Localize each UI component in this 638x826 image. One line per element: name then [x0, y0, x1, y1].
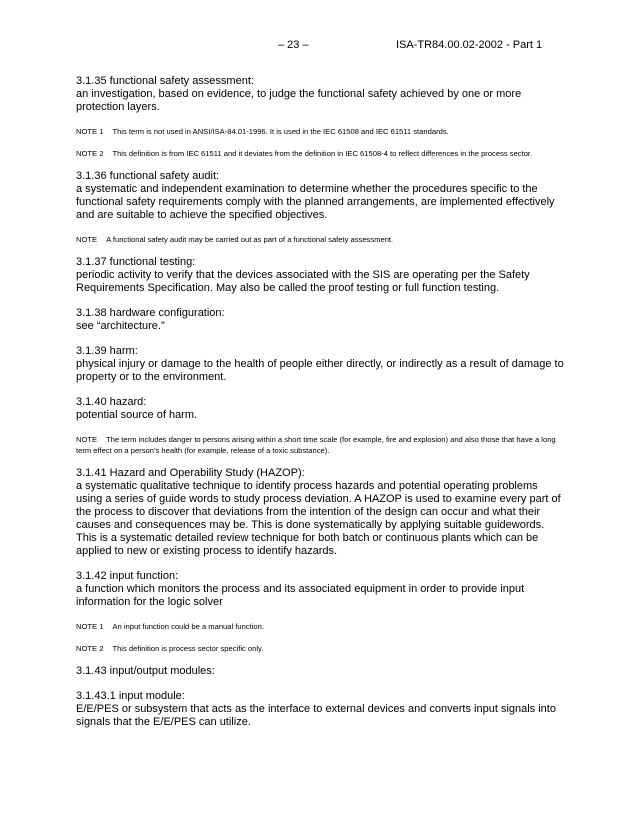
- term-heading: 3.1.43 input/output modules:: [76, 665, 215, 677]
- note-text: The term includes danger to persons arising within a short time scale (for example, fire and explosion) and also those that have a long term effect on a person’s health (for example, release of a toxic substance).: [76, 435, 556, 455]
- note: [76, 434, 564, 456]
- note-label: NOTE: [76, 435, 98, 444]
- note-label: NOTE 1: [76, 127, 104, 136]
- note-text: A functional safety audit may be carried out as part of a functional safety assessment.: [106, 235, 394, 244]
- note: [76, 234, 564, 245]
- entry-3-1-40: [76, 396, 564, 422]
- note-label: NOTE 2: [76, 149, 104, 158]
- term-definition: a systematic and independent examination to determine whether the procedures specific to the functional safety requirements comply with the planned arrangements, are implemented effectively and are suitable to achieve the specified objectives.: [76, 183, 555, 221]
- term-heading: 3.1.40 hazard:: [76, 396, 147, 408]
- term-heading: 3.1.38 hardware configuration:: [76, 307, 225, 319]
- entry-3-1-42: [76, 570, 564, 609]
- term-definition: periodic activity to verify that the devices associated with the SIS are operating per the Safety Requirements Specification. May also be called the proof testing or full function testing.: [76, 269, 530, 294]
- note-text: This definition is from IEC 61511 and it deviates from the definition in IEC 61508-4 to reflect differences in the process sector.: [112, 149, 533, 158]
- term-heading: 3.1.37 functional testing:: [76, 256, 196, 268]
- document-body: [76, 75, 564, 741]
- note-label: NOTE 1: [76, 622, 104, 631]
- entry-3-1-38: [76, 307, 564, 333]
- term-definition: an investigation, based on evidence, to judge the functional safety achieved by one or more protection layers.: [76, 88, 522, 113]
- term-definition: physical injury or damage to the health of people either directly, or indirectly as a result of damage to property or to the environment.: [76, 358, 564, 383]
- term-definition: potential source of harm.: [76, 409, 198, 421]
- term-heading: 3.1.36 functional safety audit:: [76, 170, 220, 182]
- entry-3-1-37: [76, 256, 564, 295]
- term-heading: 3.1.39 harm:: [76, 345, 138, 357]
- entry-3-1-36: [76, 170, 564, 222]
- term-definition: a systematic qualitative technique to identify process hazards and potential operating problems using a series of guide words to study process deviation. A HAZOP is used to examine every part of the process to discover that deviations from the intention of the design can occur and what their causes and consequences may be. This is done systematically by applying suitable guidewords. This is a systematic detailed review technique for both batch or continuous plants which can be applied to new or existing process to identify hazards.: [76, 480, 561, 557]
- note-text: This definition is process sector specific only.: [112, 644, 264, 653]
- entry-3-1-43-1: [76, 690, 564, 729]
- note: [76, 643, 564, 654]
- note: [76, 148, 564, 159]
- term-definition: E/E/PES or subsystem that acts as the interface to external devices and converts input signals into signals that the E/E/PES can utilize.: [76, 703, 556, 728]
- note: [76, 126, 564, 137]
- term-heading: 3.1.41 Hazard and Operability Study (HAZOP):: [76, 467, 305, 479]
- term-definition: see “architecture.”: [76, 320, 165, 332]
- note-text: This term is not used in ANSI/ISA-84.01-1996. It is used in the IEC 61508 and IEC 61511 standards.: [112, 127, 449, 136]
- header-page-number: – 23 –: [278, 39, 309, 51]
- entry-3-1-39: [76, 345, 564, 384]
- header-document-id: ISA-TR84.00.02-2002 - Part 1: [396, 39, 543, 51]
- term-heading: 3.1.42 input function:: [76, 570, 179, 582]
- note: [76, 621, 564, 632]
- entry-3-1-43: [76, 665, 564, 678]
- term-heading: 3.1.35 functional safety assessment:: [76, 75, 254, 87]
- entry-3-1-41: [76, 467, 564, 558]
- note-label: NOTE 2: [76, 644, 104, 653]
- note-label: NOTE: [76, 235, 98, 244]
- term-heading: 3.1.43.1 input module:: [76, 690, 185, 702]
- note-text: An input function could be a manual function.: [112, 622, 264, 631]
- entry-3-1-35: [76, 75, 564, 114]
- term-definition: a function which monitors the process and its associated equipment in order to provide input information for the logic solver: [76, 583, 525, 608]
